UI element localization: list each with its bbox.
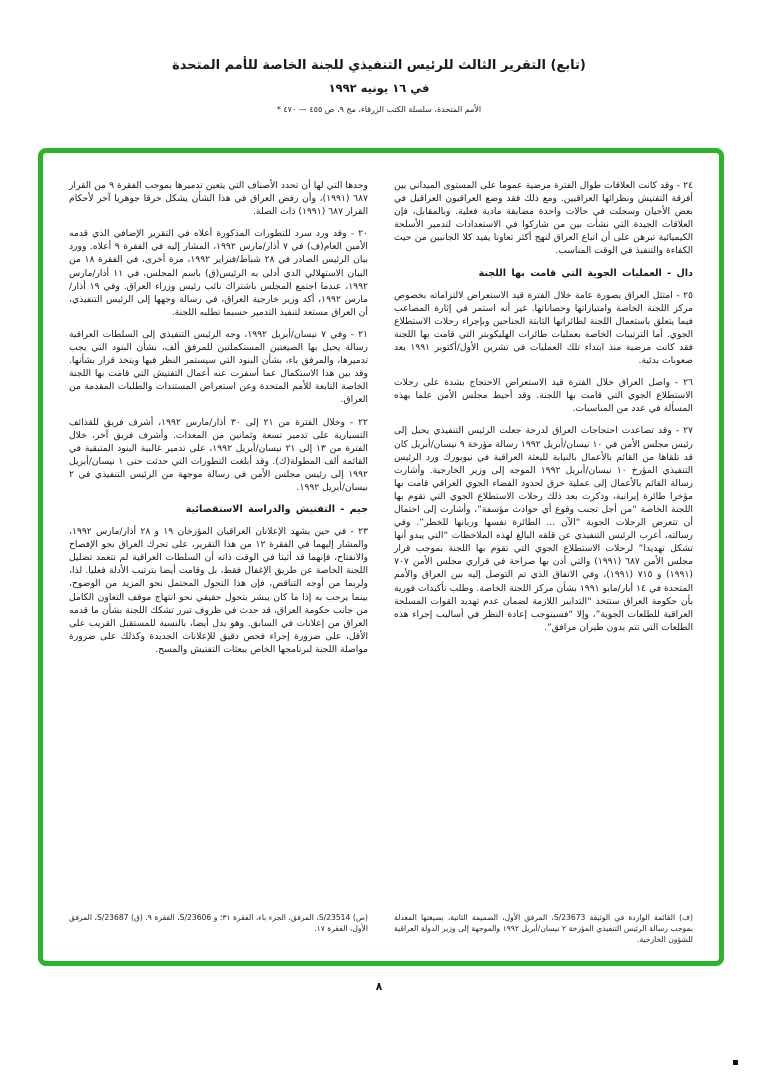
section-heading-dal: دال - العمليات الجوية التي قامت بها اللجنة (478, 267, 693, 279)
scan-artifact-dot (733, 1060, 738, 1065)
column-right (394, 179, 693, 853)
paragraph-21: ٢١ - وفي ٧ نيسان/أبريل ١٩٩٢، وجه الرئيس التنفيذي إلى السلطات العراقية رسالة يحيل بها الصيغتين المستكملتين للمرفق ألف، بشأن البنود التي يجب تدميرها، والمرفق باء، بشأن البنود التي سيستمر النظر فيها ويتخذ قرار بشأنها. وقد بين هذا الاستكمال عما أسفرت عنه أعمال التفتيش التي قامت بها اللجنة الخاصة التابعة للأمم المتحدة وعن استعراض المستندات والطلبات المقدمة من العراق. (69, 328, 368, 406)
document-date: في ١٦ يونيه ١٩٩٢ (328, 81, 430, 95)
footnote-right: (ف) القائمة الواردة في الوثيقة S/23673، المرفق الأول، الضميمة الثانية، بصيغتها المعدلة بموجب رسالة الرئيس التنفيذي المؤرخة ٢ نيسان/أبريل ١٩٩٢ والموجهة إلى وزير الدولة العراقية للشؤون الخارجية. (394, 913, 693, 944)
paragraph-23: ٢٣ - في حين يشهد الإعلانان العراقيان المؤرخان ١٩ و ٢٨ أذار/مارس ١٩٩٢، والمشار إليهما في الفقرة ١٢ من هذا التقرير، على تحرك العراق نحو الإفصاح والانفتاح، فإنهما قد أثبتا في الوقت ذاته أن السلطات العراقية لم تتعمد تضليل اللجنة الخاصة عن طريق الإغفال فقط، بل وقامت أيضا بترتيب الأدلة فعليا. لذا، ولربما من أوجه التناقض، فإن هذا التحول المحتمل نحو المزيد من الوضوح، بينما يرحب به إذا ما كان يبشر بتحول حقيقي نحو انتهاج موقف التعاون الكامل من جانب حكومة العراق، قد حدث في ظروف تبرر تشكك اللجنة بشأن ما قدمه العراق من إعلانات في السابق. وهو يدل أيضا، بالنسبة للمستقبل القريب على الأقل، على ضرورة إجراء فحص دقيق للإعلانات الجديدة وكذلك على ضرورة مواصلة اللجنة لبرنامجها الخاص ببعثات التفتيش والمسح. (69, 526, 368, 655)
paragraph-19-continuation: وحدها التي لها أن تحدد الأصناف التي يتعين تدميرها بموجب الفقرة ٩ من القرار ٦٨٧ (١٩٩١)، وأن رفض العراق في هذا الشأن يشكل خرقا جوهريا آخر لأحكام القرار ٦٨٧ (١٩٩١) ذات الصلة. (69, 180, 368, 218)
footnote-left: (ص) S/23514، المرفق، الجزء باء، الفقرة ٣١؛ و S/23606، الفقرة ٩. (ق) S/23687، المرفق الأول، الفقرة ١٧. (69, 913, 368, 933)
page-header (0, 58, 758, 114)
paragraph-20: ٢٠ - وقد ورد سرد للتطورات المذكورة أعلاه في التقرير الإضافي الذي قدمه الأمين العام(ف) في ٧ أذار/مارس ١٩٩٢، المشار إليه في الفقرة ٩ أعلاه. وورد بيان الرئيس الصادر في ٢٨ شباط/فبراير ١٩٩٢، مرة أخرى، في الفقرة ١٨ من البيان الاستهلالي الذي أدلى به الرئيس(ق) باسم المجلس، في ١١ أذار/مارس ١٩٩٢، عندما اجتمع المجلس باشتراك نائب رئيس وزراء العراق. وفي ١٩ أذار/مارس ١٩٩٢، أكد وزير خارجية العراق، في رسالة وجهها إلى الرئيس التنفيذي، أن العراق مستعد لتنفيذ التدمير حسبما تطلبه اللجنة. (69, 228, 369, 318)
document-title: (تابع) التقرير الثالث للرئيس التنفيذي للجنة الخاصة للأمم المتحدة (172, 58, 586, 73)
green-frame (38, 148, 724, 966)
paragraph-26: ٢٦ - واصل العراق خلال الفترة قيد الاستعراض الاحتجاج بشدة على رحلات الاستطلاع الجوي التي قامت بها اللجنة. وقد أحيط مجلس الأمن علما بهذه المسألة في عدد من المناسبات. (394, 377, 693, 415)
paragraph-27: ٢٧ - وقد تصاعدت احتجاجات العراق لدرجة جعلت الرئيس التنفيذي يحيل إلى رئيس مجلس الأمن في ١٠ نيسان/أبريل ١٩٩٢ رسالة مؤرخة ٩ نيسان/أبريل كان قد تلقاها من القائم بالأعمال بالنيابة للبعثة العراقية في نيويورك ورد الرئيس التنفيذي المؤرخ ١٠ نيسان/أبريل ١٩٩٢ الموجه إلى وزير الخارجية. وأشارت رسالة القائم بالأعمال إلى عملية خرق لحدود الفضاء الجوي العراقي قامت بها مؤخرا طائرة إيرانية، وذكرت بعد ذلك رحلات الاستطلاع الجوي التي تقوم بها اللجنة الخاصة “من أجل تجنب وقوع أي حوادث مؤسفة”، وأشارت إلى احتمال أن تتعرض الرحلات الجوية “الآن ... الطائرة نفسها وربانها للخطر”. وفي رسالته، أعرب الرئيس التنفيذي عن قلقه البالغ لهذه الملاحظات “التي يبدو أنها تشكل تهديدا” لرحلات الاستطلاع الجوي التي تقوم بها اللجنة بموجب قرار مجلس الأمن ٦٨٧ (١٩٩١) والتي أذن بها صراحة في قراري مجلس الأمن ٧٠٧ (١٩٩١) و ٧١٥ (١٩٩١)، وفي الاتفاق الذي تم التوصل إليه بين العراق والأمم المتحدة في ١٤ أيار/مايو ١٩٩١ بشأن مركز اللجنة الخاصة. وطلب تأكيدات فورية بأن حكومة العراق ستتخذ “التدابير اللازمة لضمان عدم تهديد القوات المسلحة العراقية للطلعات الجوية”، وإلا “فسيتوجب إعادة النظر في أساليب إجراء هذه الطلعات التي تتم بدون طيران مرافق”. (394, 425, 694, 633)
page-number: ٨ (375, 980, 383, 993)
paragraph-22: ٢٢ - وخلال الفترة من ٢١ إلى ٣٠ أذار/مارس ١٩٩٢، أشرف فريق للقذائف التسيارية على تدمير تسعة وثمانين من المعدات. وأشرف فريق آخر، خلال الفترة من ١٣ إلى ٢١ نيسان/أبريل ١٩٩٢، على تدمير غالبية البنود المتبقية في القائمة ألف المطولة(ك). وقد أبلغت التطورات التي حدثت حتى ١ نيسان/أبريل ١٩٩٢ إلى رئيس مجلس الأمن في رسالة موجهة من الرئيس التنفيذي في ٢ نيسان/أبريل ١٩٩٢. (69, 416, 368, 493)
footnotes (69, 908, 693, 945)
paragraph-24: ٢٤ - وقد كانت العلاقات طوال الفترة مرضية عموما على المستوى الميداني بين أفرقة التفتيش ونظرائها العراقيين. ومع ذلك فقد وضع العراقيون العراقيل في بعض الأحيان وسجلت في حالات واحدة مضايقة مادية فعلية. وبالمقابل، فإن العلاقات الجيدة التي نشأت بين من شاركوا في الاستعدادات لتدمير الأسلحة الكيميائية تبرهن على أن اتباع العراق لنهج أكثر تعاونا يفيد كلا الجانبين من حيث الكفاءة والتنفيذ في الوقت المناسب. (394, 180, 693, 257)
paragraph-25: ٢٥ - امتثل العراق بصورة عامة خلال الفترة قيد الاستعراض لالتزاماته بخصوص مركز اللجنة الخاصة وامتيازاتها وحصاناتها. غير أنه استمر في إثارة المصاعب فيما يتعلق باستعمال اللجنة لطائراتها الثابتة الجناحين وبإجراء رحلات الاستطلاع الجوي. أما الترتيبات الخاصة بعمليات طائرات الهليكوبتر التي قامت بها اللجنة فقد كانت مرضية منذ ابتداء تلك العمليات في تشرين الأول/أكتوبر ١٩٩١ بعد صعوبات بدئية. (394, 289, 693, 367)
source-citation: الأمم المتحدة، سلسلة الكتب الزرقاء، مج ٩، ص ٤٥٥ — ٤٧٠ * (276, 105, 482, 114)
column-left (69, 179, 368, 853)
text-columns (43, 153, 719, 853)
section-heading-jim: جيم - التفتيش والدراسة الاستقصائية (185, 504, 368, 516)
